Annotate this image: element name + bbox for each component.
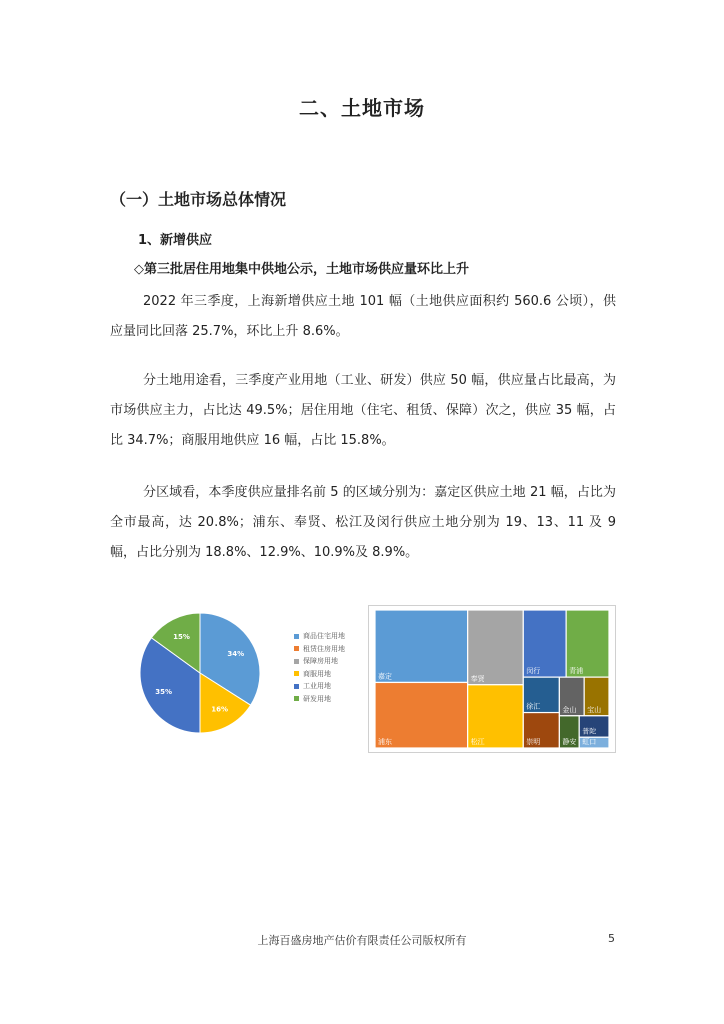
page-title: 二、土地市场 [299,96,425,120]
treemap-cell [523,713,559,748]
treemap-rect [468,610,524,685]
pie-value-label: 15% [173,633,190,642]
treemap-cell [523,610,566,677]
pie-value-label: 16% [211,705,229,714]
legend-item [294,630,345,643]
paragraph-land-use: 分土地用途看，三季度产业用地（工业、研发）供应 50 幅，供应量占比最高，为市场供应主力，占比达 49.5%；居住用地（住宅、租赁、保障）次之，供应 35 幅，占比 34.7%；商服用地供应 16 幅，占比 15.8%。 [110,373,616,448]
pie-value-label: 35% [155,688,173,697]
legend-item [294,668,345,681]
treemap-label: 松江 [470,738,485,746]
treemap-label: 浦东 [378,738,392,746]
treemap-label: 嘉定 [378,672,392,681]
treemap-label: 金山 [562,705,577,714]
legend-label: 保障房用地 [303,657,338,666]
legend-label: 研发用地 [303,694,331,703]
legend-label: 商服用地 [303,669,331,678]
treemap-cell [559,716,579,748]
treemap-cell [579,716,609,737]
legend-item [294,655,345,668]
legend-swatch [294,659,299,664]
page-number: 5 [608,932,615,945]
legend-swatch [294,696,299,701]
treemap-cell [579,737,609,748]
treemap-cell [566,610,609,677]
legend-label: 工业用地 [303,682,331,691]
pie-value-label: 34% [227,649,245,658]
paragraph-supply-overview: 2022 年三季度，上海新增供应土地 101 幅（土地供应面积约 560.6 公顷），供应量同比回落 25.7%，环比上升 8.6%。 [110,294,616,339]
legend-item [294,643,345,656]
legend-swatch [294,684,299,689]
treemap-cell [375,682,468,748]
legend-swatch [294,646,299,651]
treemap-label: 宝山 [587,705,602,714]
treemap-label: 青浦 [569,667,584,676]
footer-copyright: 上海百盛房地产估价有限责任公司版权所有 [257,934,467,947]
treemap-cell [468,685,524,748]
treemap-cell [375,610,468,682]
treemap-cell [584,677,609,716]
legend-label: 租赁住房用地 [303,644,345,653]
legend-item [294,680,345,693]
district-treemap-chart [368,605,616,753]
legend-swatch [294,634,299,639]
treemap-label: 崇明 [526,738,541,746]
section-heading: （一）土地市场总体情况 [110,190,287,209]
legend-label: 商品住宅用地 [303,632,345,641]
treemap-label: 徐汇 [526,702,541,711]
treemap-cell [523,677,559,712]
subsection-heading: 1、新增供应 [138,233,213,248]
treemap-label: 闵行 [526,667,541,676]
headline: ◇第三批居住用地集中供地公示，土地市场供应量环比上升 [134,262,469,277]
treemap-label: 奉贤 [470,674,485,683]
pie-legend [294,630,345,705]
treemap-label: 静安 [562,738,577,746]
paragraph-district: 分区域看，本季度供应量排名前 5 的区域分别为：嘉定区供应土地 21 幅，占比为全市最高，达 20.8%；浦东、奉贤、松江及闵行供应土地分别为 19、13、11 及 9 幅，占比分别为 18.8%、12.9%、10.9%及 8.9%。 [110,485,616,560]
treemap-label: 虹口 [582,738,597,746]
treemap-cell [468,610,524,685]
treemap-cell [559,677,584,716]
legend-swatch [294,671,299,676]
legend-item [294,693,345,706]
treemap-label: 普陀 [582,727,597,736]
